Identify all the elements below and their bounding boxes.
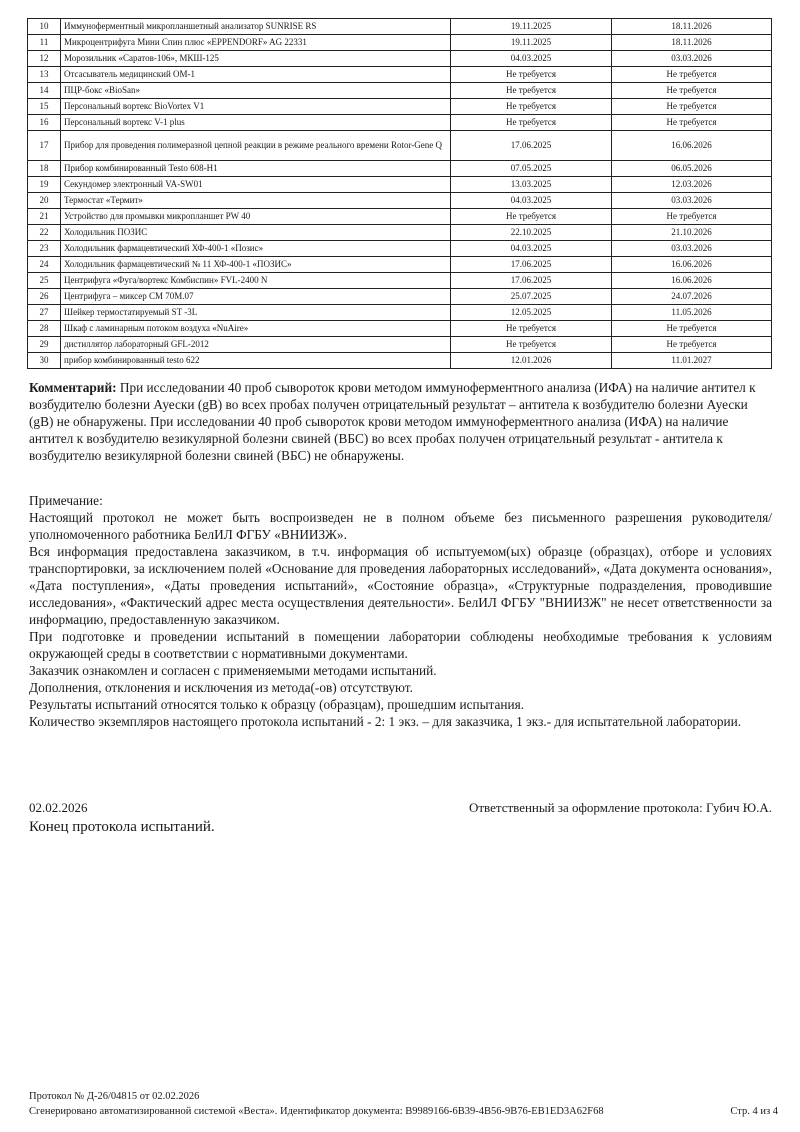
row-number: 26 bbox=[28, 289, 61, 305]
verification-date: 17.06.2025 bbox=[451, 273, 612, 289]
verification-date: 17.06.2025 bbox=[451, 131, 612, 161]
comment-label: Комментарий: bbox=[29, 380, 117, 395]
row-number: 27 bbox=[28, 305, 61, 321]
verification-date: Не требуется bbox=[451, 83, 612, 99]
table-row bbox=[28, 305, 772, 321]
verification-date: Не требуется bbox=[451, 337, 612, 353]
note-paragraph: Заказчик ознакомлен и согласен с применяемыми методами испытаний. bbox=[29, 663, 437, 678]
verification-date: 19.11.2025 bbox=[451, 19, 612, 35]
equipment-name: Холодильник фармацевтический № 11 ХФ-400-1 «ПОЗИС» bbox=[61, 257, 451, 273]
note-paragraph: При подготовке и проведении испытаний в помещении лаборатории соблюдены необходимые требования к условиям окружающей среды в соответствии с нормативными документами. bbox=[29, 629, 772, 661]
valid-until-date: 03.03.2026 bbox=[612, 51, 772, 67]
row-number: 20 bbox=[28, 193, 61, 209]
equipment-name: Персональный вортекс V-1 plus bbox=[61, 115, 451, 131]
valid-until-date: Не требуется bbox=[612, 83, 772, 99]
comment-section bbox=[29, 379, 772, 464]
valid-until-date: 21.10.2026 bbox=[612, 225, 772, 241]
table-row bbox=[28, 19, 772, 35]
valid-until-date: 12.03.2026 bbox=[612, 177, 772, 193]
table-row bbox=[28, 273, 772, 289]
table-row bbox=[28, 289, 772, 305]
valid-until-date: 11.05.2026 bbox=[612, 305, 772, 321]
table-row bbox=[28, 161, 772, 177]
row-number: 19 bbox=[28, 177, 61, 193]
valid-until-date: Не требуется bbox=[612, 321, 772, 337]
row-number: 23 bbox=[28, 241, 61, 257]
equipment-name: Шейкер термостатируемый ST -3L bbox=[61, 305, 451, 321]
verification-date: 04.03.2025 bbox=[451, 51, 612, 67]
valid-until-date: Не требуется bbox=[612, 337, 772, 353]
equipment-name: Прибор комбинированный Testo 608-H1 bbox=[61, 161, 451, 177]
footer-page-number: Стр. 4 из 4 bbox=[730, 1106, 778, 1117]
table-row bbox=[28, 83, 772, 99]
note-paragraph: Количество экземпляров настоящего протокола испытаний - 2: 1 экз. – для заказчика, 1 экз.- для испытательной лаборатории. bbox=[29, 714, 742, 729]
verification-date: Не требуется bbox=[451, 115, 612, 131]
table-row bbox=[28, 177, 772, 193]
row-number: 30 bbox=[28, 353, 61, 369]
verification-date: 17.06.2025 bbox=[451, 257, 612, 273]
valid-until-date: 16.06.2026 bbox=[612, 257, 772, 273]
verification-date: 22.10.2025 bbox=[451, 225, 612, 241]
note-paragraph: Дополнения, отклонения и исключения из метода(-ов) отсутствуют. bbox=[29, 680, 413, 695]
verification-date: 04.03.2025 bbox=[451, 193, 612, 209]
valid-until-date: 18.11.2026 bbox=[612, 19, 772, 35]
row-number: 13 bbox=[28, 67, 61, 83]
table-row bbox=[28, 321, 772, 337]
valid-until-date: Не требуется bbox=[612, 99, 772, 115]
valid-until-date: 16.06.2026 bbox=[612, 131, 772, 161]
verification-date: 19.11.2025 bbox=[451, 35, 612, 51]
valid-until-date: Не требуется bbox=[612, 67, 772, 83]
end-of-protocol: Конец протокола испытаний. bbox=[29, 819, 215, 835]
equipment-name: Морозильник «Саратов-106», МКШ-125 bbox=[61, 51, 451, 67]
valid-until-date: 11.01.2027 bbox=[612, 353, 772, 369]
row-number: 15 bbox=[28, 99, 61, 115]
equipment-name: ПЦР-бокс «BioSan» bbox=[61, 83, 451, 99]
footer-protocol-number: Протокол № Д-26/04815 от 02.02.2026 bbox=[29, 1091, 200, 1102]
row-number: 16 bbox=[28, 115, 61, 131]
verification-date: 04.03.2025 bbox=[451, 241, 612, 257]
equipment-table bbox=[27, 18, 772, 369]
row-number: 29 bbox=[28, 337, 61, 353]
equipment-name: Холодильник фармацевтический ХФ-400-1 «Позис» bbox=[61, 241, 451, 257]
row-number: 25 bbox=[28, 273, 61, 289]
equipment-name: Холодильник ПОЗИС bbox=[61, 225, 451, 241]
table-row bbox=[28, 115, 772, 131]
equipment-name: Отсасыватель медицинский ОМ-1 bbox=[61, 67, 451, 83]
verification-date: Не требуется bbox=[451, 99, 612, 115]
table-row bbox=[28, 353, 772, 369]
table-row bbox=[28, 35, 772, 51]
valid-until-date: 03.03.2026 bbox=[612, 241, 772, 257]
row-number: 17 bbox=[28, 131, 61, 161]
equipment-name: Иммуноферментный микропланшетный анализатор SUNRISE RS bbox=[61, 19, 451, 35]
table-row bbox=[28, 131, 772, 161]
table-row bbox=[28, 99, 772, 115]
verification-date: Не требуется bbox=[451, 67, 612, 83]
signature-date: 02.02.2026 bbox=[29, 800, 88, 815]
equipment-name: Шкаф с ламинарным потоком воздуха «NuAire» bbox=[61, 321, 451, 337]
equipment-name: дистиллятор лабораторный GFL-2012 bbox=[61, 337, 451, 353]
row-number: 22 bbox=[28, 225, 61, 241]
valid-until-date: 18.11.2026 bbox=[612, 35, 772, 51]
verification-date: 07.05.2025 bbox=[451, 161, 612, 177]
valid-until-date: 06.05.2026 bbox=[612, 161, 772, 177]
row-number: 10 bbox=[28, 19, 61, 35]
equipment-name: Персональный вортекс BioVortex V1 bbox=[61, 99, 451, 115]
row-number: 21 bbox=[28, 209, 61, 225]
equipment-name: Центрифуга «Фуга/вортекс Комбиспин» FVL-2400 N bbox=[61, 273, 451, 289]
equipment-name: прибор комбинированный testo 622 bbox=[61, 353, 451, 369]
valid-until-date: 24.07.2026 bbox=[612, 289, 772, 305]
verification-date: Не требуется bbox=[451, 321, 612, 337]
notes-title: Примечание: bbox=[29, 493, 103, 508]
valid-until-date: 03.03.2026 bbox=[612, 193, 772, 209]
equipment-name: Прибор для проведения полимеразной цепной реакции в режиме реального времени Rotor-Gene Q bbox=[61, 131, 451, 161]
table-row bbox=[28, 67, 772, 83]
equipment-name: Микроцентрифуга Мини Спин плюс «EPPENDORF» AG 22331 bbox=[61, 35, 451, 51]
table-row bbox=[28, 337, 772, 353]
table-row bbox=[28, 209, 772, 225]
table-row bbox=[28, 257, 772, 273]
table-row bbox=[28, 193, 772, 209]
valid-until-date: Не требуется bbox=[612, 209, 772, 225]
equipment-name: Термостат «Термит» bbox=[61, 193, 451, 209]
row-number: 14 bbox=[28, 83, 61, 99]
table-row bbox=[28, 51, 772, 67]
row-number: 18 bbox=[28, 161, 61, 177]
responsible-person: Ответственный за оформление протокола: Губич Ю.А. bbox=[468, 800, 772, 815]
verification-date: 25.07.2025 bbox=[451, 289, 612, 305]
verification-date: Не требуется bbox=[451, 209, 612, 225]
table-row bbox=[28, 241, 772, 257]
row-number: 11 bbox=[28, 35, 61, 51]
verification-date: 12.05.2025 bbox=[451, 305, 612, 321]
note-paragraph: Результаты испытаний относятся только к образцу (образцам), прошедшим испытания. bbox=[29, 697, 525, 712]
row-number: 24 bbox=[28, 257, 61, 273]
notes-section bbox=[29, 492, 772, 730]
equipment-name: Секундомер электронный VA-SW01 bbox=[61, 177, 451, 193]
verification-date: 12.01.2026 bbox=[451, 353, 612, 369]
note-paragraph: Вся информация предоставлена заказчиком, в т.ч. информация об испытуемом(ых) образце (образцах), отборе и условиях транспортировки, за исключением полей «Основание для проведения лабораторных исследований», «Дата документа основания», «Дата поступления», «Даты проведения испытаний», «Состояние образца», «Структурные подразделения, проводившие исследования», «Фактический адрес места осуществления деятельности». БелИЛ ФГБУ "ВНИИЗЖ" не несет ответственности за информацию, предоставленную заказчиком. bbox=[29, 544, 772, 627]
table-row bbox=[28, 225, 772, 241]
comment-text: При исследовании 40 проб сывороток крови методом иммуноферментного анализа (ИФА) на наличие антител к возбудителю болезни Ауески (gB) во всех пробах получен отрицательный результат – антитела к возбудителю болезни Ауески (gB) не обнаружены. При исследовании 40 проб сывороток крови методом иммуноферментного анализа (ИФА) на наличие антител к возбудителю везикулярной болезни свиней (ВБС) во всех пробах получен отрицательный результат - антитела к возбудителю везикулярной болезни свиней (ВБС) не обнаружены. bbox=[29, 380, 756, 463]
row-number: 12 bbox=[28, 51, 61, 67]
verification-date: 13.03.2025 bbox=[451, 177, 612, 193]
valid-until-date: 16.06.2026 bbox=[612, 273, 772, 289]
equipment-name: Устройство для промывки микропланшет PW 40 bbox=[61, 209, 451, 225]
footer-generated-info: Сгенерировано автоматизированной системой «Веста». Идентификатор документа: B9989166-6B39-4B56-9B76-EB1ED3A62F68 bbox=[29, 1106, 604, 1117]
row-number: 28 bbox=[28, 321, 61, 337]
valid-until-date: Не требуется bbox=[612, 115, 772, 131]
note-paragraph: Настоящий протокол не может быть воспроизведен не в полном объеме без письменного разрешения руководителя/уполномоченного работника БелИЛ ФГБУ «ВНИИЗЖ». bbox=[29, 510, 772, 542]
equipment-name: Центрифуга – миксер СМ 70М.07 bbox=[61, 289, 451, 305]
